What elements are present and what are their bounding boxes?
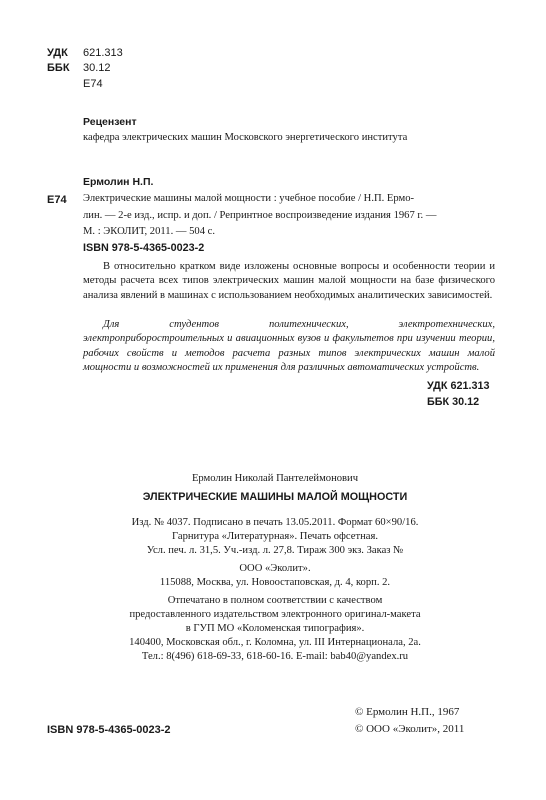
imprint-publisher: ООО «Эколит». — [239, 563, 311, 574]
bbk-label: ББК — [47, 62, 70, 74]
copyright-author: © Ермолин Н.П., 1967 — [355, 706, 460, 718]
imprint-address: 115088, Москва, ул. Новоостаповская, д. 4, корп. 2. — [159, 577, 391, 588]
udk-repeat: УДК 621.313 — [427, 380, 490, 392]
author-mark: E74 — [83, 78, 103, 90]
biblio-isbn: ISBN 978-5-4365-0023-2 — [83, 242, 205, 254]
imprint-print-2: предоставленного издательством электронного оригинал-макета — [129, 609, 421, 620]
biblio-author: Ермолин Н.П. — [83, 176, 154, 188]
imprint-line-2: Гарнитура «Литературная». Печать офсетная. — [172, 531, 378, 542]
imprint-author: Ермолин Николай Пантелеймонович — [191, 473, 359, 484]
imprint-print-1: Отпечатано в полном соответствии с качеством — [167, 595, 383, 606]
imprint-print-5: Тел.: 8(496) 618-69-33, 618-60-16. E-mail: bab40@yandex.ru — [141, 651, 409, 662]
reviewer-title: Рецензент — [83, 116, 137, 128]
reviewer-text: кафедра электрических машин Московского энергетического института — [83, 132, 408, 143]
imprint-title: ЭЛЕКТРИЧЕСКИЕ МАШИНЫ МАЛОЙ МОЩНОСТИ — [142, 491, 408, 503]
biblio-mark: E74 — [47, 194, 67, 206]
bbk-repeat: ББК 30.12 — [427, 396, 480, 408]
imprint-print-4: 140400, Московская обл., г. Коломна, ул. III Интернационала, 2а. — [129, 637, 421, 648]
udk-label: УДК — [47, 47, 68, 59]
biblio-line-3: М. : ЭКОЛИТ, 2011. — 504 с. — [83, 226, 215, 237]
imprint-print-3: в ГУП МО «Коломенская типография». — [185, 623, 365, 634]
biblio-line-1: Электрические машины малой мощности : учебное пособие / Н.П. Ермо- — [83, 193, 415, 204]
audience-paragraph: Для студентов политехнических, электротехнических, электроприборостроительных и авиационных вузов и факультетов при изучении теории, рабочих свойств и методов расчета разных типов электрических машин малой мощности и возможностей их применения для различных автоматических устройств. — [83, 319, 495, 374]
biblio-line-2: лин. — 2-е изд., испр. и доп. / Репринтное воспроизведение издания 1967 г. — — [83, 210, 437, 221]
footer-isbn: ISBN 978-5-4365-0023-2 — [47, 724, 171, 736]
bbk-value: 30.12 — [83, 62, 111, 74]
imprint-line-1: Изд. № 4037. Подписано в печать 13.05.2011. Формат 60×90/16. — [131, 517, 419, 528]
abstract-paragraph: В относительно кратком виде изложены основные вопросы и особенности теории и методы расчета всех типов электрических машин малой мощности на базе физического анализа явлений в машинах с использованием необходимых аналитических зависимостей. — [83, 261, 495, 301]
copyright-publisher: © ООО «Эколит», 2011 — [355, 723, 465, 735]
udk-value: 621.313 — [83, 47, 123, 59]
imprint-line-3: Усл. печ. л. 31,5. Уч.-изд. л. 27,8. Тираж 300 экз. Заказ № — [146, 545, 404, 556]
